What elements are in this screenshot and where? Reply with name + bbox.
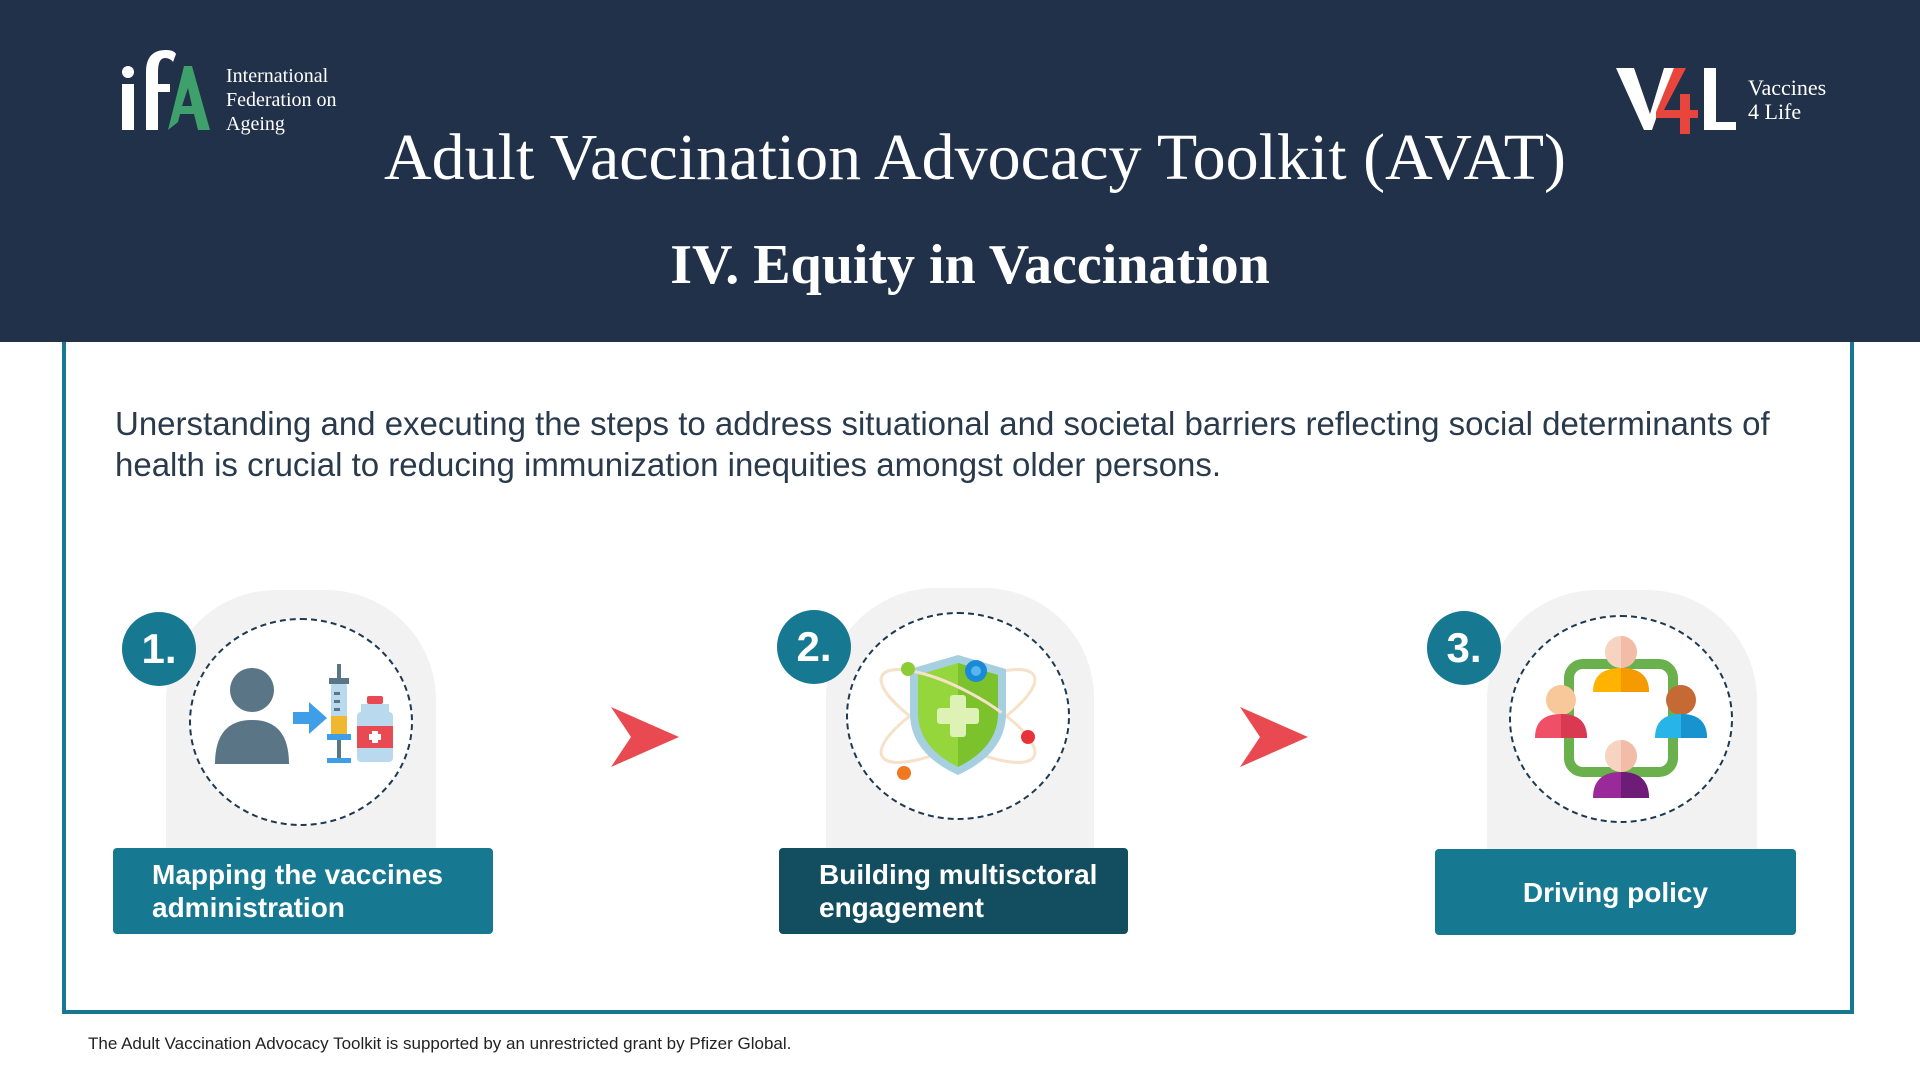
ifa-logo-line: Federation on (226, 89, 337, 111)
ifa-logo-line: International (226, 65, 329, 87)
page-title: Adult Vaccination Advocacy Toolkit (AVAT) (383, 121, 1567, 194)
v4l-logo-line: Vaccines (1748, 75, 1827, 100)
step-label: Driving policy (1435, 849, 1796, 935)
step-label: Mapping the vaccines administration (113, 848, 493, 934)
arrow-right-icon (611, 707, 679, 767)
arrow-right-icon (1240, 707, 1308, 767)
shield-atom-icon (868, 641, 1048, 791)
footer-credit: The Adult Vaccination Advocacy Toolkit is supported by an unrestricted grant by Pfizer Global. (88, 1034, 792, 1053)
step-number-badge: 2. (777, 610, 851, 684)
step-number-badge: 1. (122, 612, 196, 686)
step-label: Building multisctoral engagement (779, 848, 1128, 934)
step-icon-circle (189, 618, 413, 826)
person-syringe-vial-icon (201, 662, 401, 782)
step-icon-circle (846, 612, 1070, 820)
v4l-logo-line: 4 Life (1748, 99, 1802, 124)
header-banner (0, 0, 1920, 342)
step-icon-circle (1509, 615, 1733, 823)
ifa-logo-line: Ageing (226, 113, 285, 135)
people-network-icon (1531, 634, 1711, 804)
step-number-badge: 3. (1427, 611, 1501, 685)
section-subtitle: IV. Equity in Vaccination (670, 234, 1270, 296)
intro-paragraph: Unerstanding and executing the steps to address situational and societal barriers reflecting social determinants of health is crucial to reducing immunization inequities amongst older persons. (115, 405, 1770, 483)
v4l-logo-text (1748, 76, 1826, 124)
